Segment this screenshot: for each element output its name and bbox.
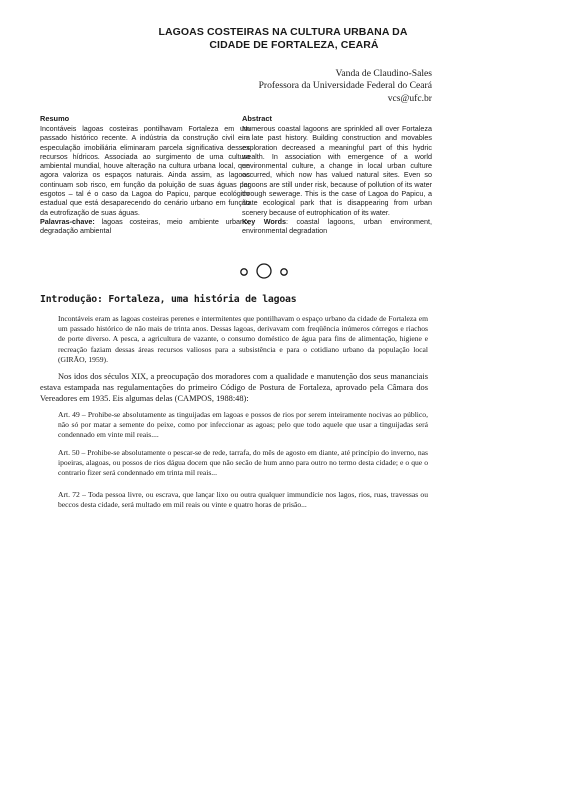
resumo-keywords [40, 217, 250, 236]
resumo-keywords-text: lagoas costeiras, meio ambiente urbano, degradação ambiental [40, 216, 250, 236]
title-line-1: LAGOAS COSTEIRAS NA CULTURA URBANA DA [158, 26, 408, 38]
author-name: Vanda de Claudino-Sales [335, 68, 432, 79]
small-circle-left [241, 269, 247, 275]
art-72-text: Art. 72 – Toda pessoa livre, ou escrava, que lançar lixo ou outra qualquer immundície nos lagos, rios, ruas, travessas ou beccos desta cidade, será multado em mil reais ou vinte e quatro horas de prisão... [58, 490, 428, 510]
paper-title [0, 26, 566, 52]
section-heading: Introdução: Fortaleza, uma história de lagoas [40, 294, 297, 305]
quote-art-50 [58, 448, 428, 479]
abstract-keywords-label: Key Words [242, 216, 286, 226]
second-text: Nos idos dos séculos XIX, a preocupação dos moradores com a qualidade e manutenção dos seus mananciais estava estampada nas regulamentações do primeiro Código de Postura de Fortaleza, aprovado pela Câmara dos Vereadores em 1935. Eis algumas delas (CAMPOS, 1988:48): [40, 372, 428, 403]
abstract-text: Numerous coastal lagoons are sprinkled all over Fortaleza in late past history. Building construction and movables exploration decreased a meaningful part of this hydric wealth. In association with emergence of a world environmental culture, a change in local urban culture occurred, which now has valued natural sites. Even so lagoons are still under risk, because of pollution of its water through sewerage. This is the case of Lagoa do Papicu, a state ecological park that is disappearing from urban scenery because of eutrophication of its water. [242, 124, 432, 217]
resumo-column [40, 114, 250, 236]
circles-ornament [236, 262, 296, 280]
title-line-2: CIDADE DE FORTALEZA, CEARÁ [209, 39, 379, 51]
small-circle-right [281, 269, 287, 275]
intro-text: Incontáveis eram as lagoas costeiras perenes e intermitentes que pontilhavam o espaço urbano da cidade de Fortaleza em um passado histórico de não mais de trinta anos. Dessas lagoas, derivavam com freqüência inúmeros córregos e riachos de porte diverso. A pesca, a agricultura de vazante, o consumo doméstico de água para fins de alimentação, higiene e recreação faziam dessas áreas recursos valiosos para a subsistência e para o cotidiano urbano da população local (GIRÃO, 1959). [58, 314, 428, 364]
intro-paragraph [58, 314, 428, 365]
quote-art-49 [58, 410, 428, 441]
resumo-text: Incontáveis lagoas costeiras pontilhavam Fortaleza em um passado histórico recente. A indústria da construção civil e a especulação imobiliária eliminaram parcela significativa desses recursos hídricos. Associada ao surgimento de uma cultura ambiental mundial, houve alteração na cultura urbana local, que agora valoriza os espaços naturais. Ainda assim, as lagoas continuam sob risco, em função da poluição de suas águas por esgotos – tal é o caso da Lagoa do Papicu, parque ecológico estadual que está desaparecendo do cenário urbano em função da eutrofização de suas águas. [40, 124, 250, 217]
abstract-keywords-text: : coastal lagoons, urban environment, environmental degradation [242, 216, 432, 236]
author-block [259, 68, 432, 105]
author-affiliation: Professora da Universidade Federal do Ceará [258, 80, 432, 92]
abstract-keywords [242, 217, 432, 236]
large-circle [257, 264, 271, 278]
art-49-text: Art. 49 – Prohibe-se absolutamente as tinguijadas em lagoas e possos de rios por serem inteiramente nocivas ao público, não só por matar a semente do peixe, como por infeccionar as agoas; pelo que todo aquele que usar a tinguijadas será condennado em vinte mil reais.... [58, 410, 428, 440]
author-email[interactable]: vcs@ufc.br [387, 92, 432, 104]
resumo-heading: Resumo [40, 114, 70, 123]
second-paragraph [40, 371, 428, 404]
art-50-text: Art. 50 – Prohibe-se absolutamente o pescar-se de rede, tarrafa, do mês de agosto em diante, até princípio do inverno, nas ipoeiras, alagoas, ou possos de rios dágua docem que não secão de hum anno para outro no termo desta cidade; e o que o contrario fizer será condennado em trinta mil reais... [58, 448, 428, 478]
abstract-heading: Abstract [242, 114, 272, 123]
quote-art-72 [58, 490, 428, 510]
resumo-keywords-label: Palavras-chave: [40, 216, 95, 226]
abstract-column [242, 114, 432, 236]
